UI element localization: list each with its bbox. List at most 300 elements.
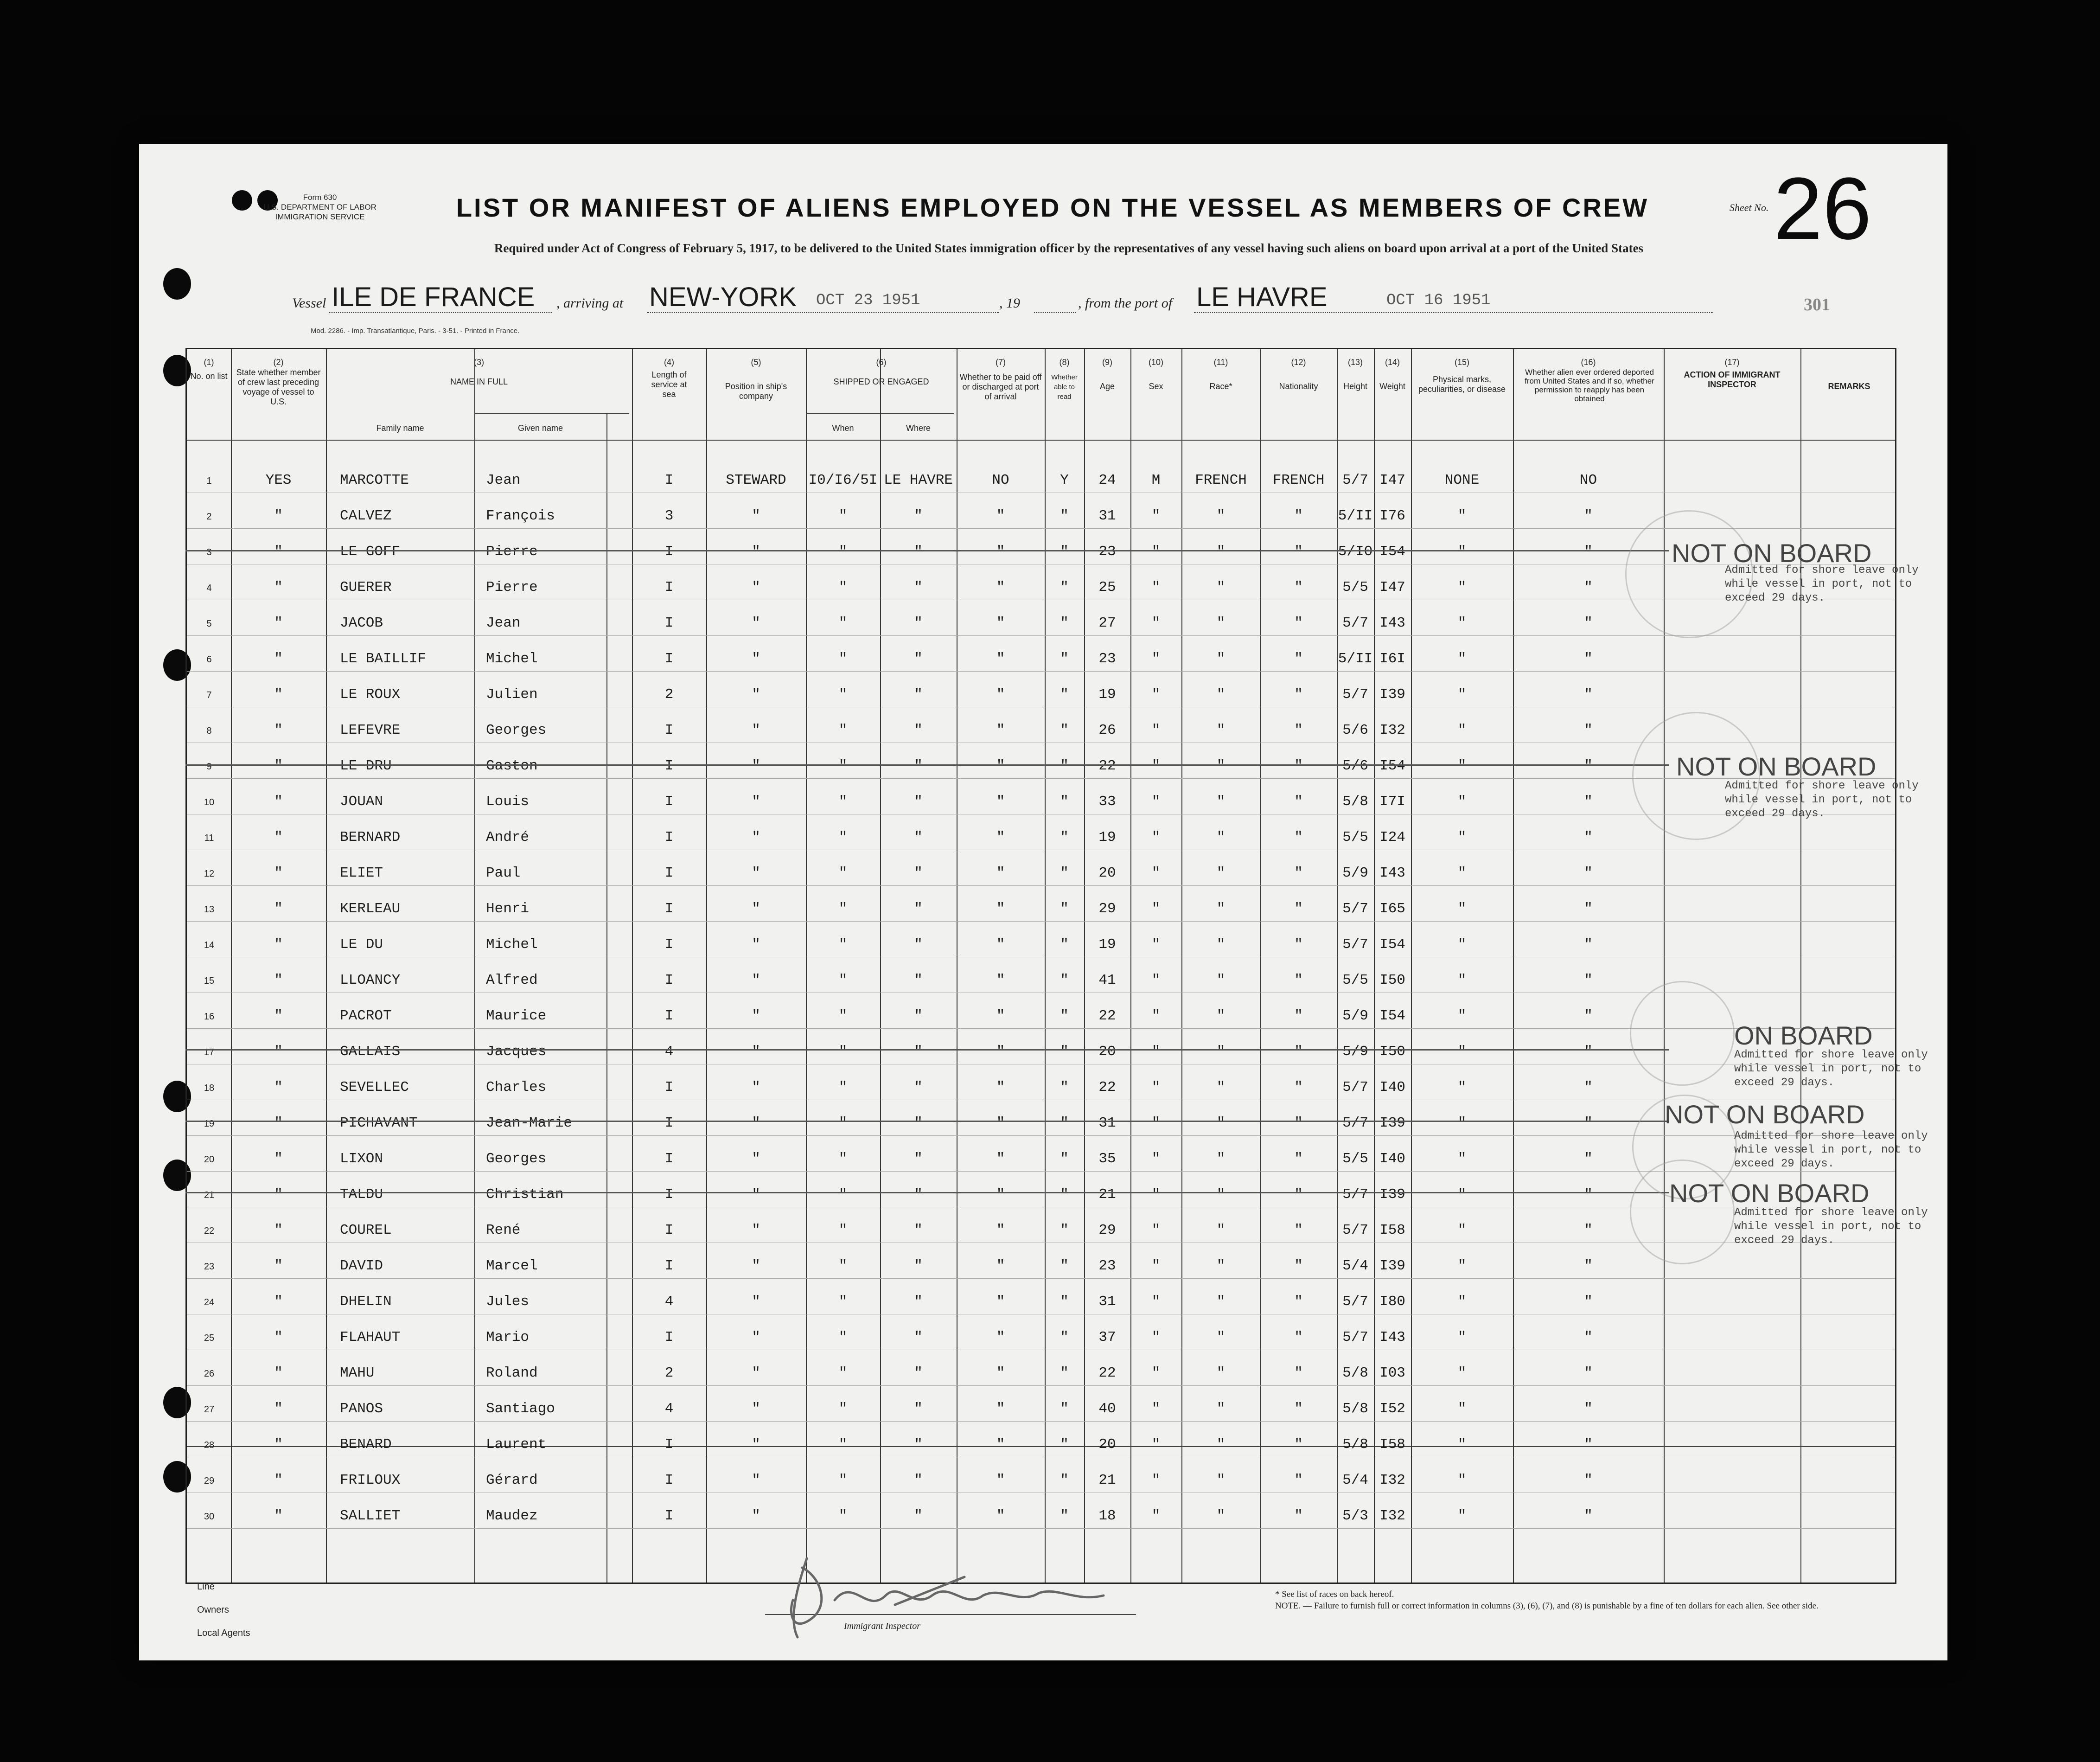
cell-serv: I: [664, 722, 674, 738]
cell-pos: ": [752, 1258, 760, 1274]
owners-label: Owners: [197, 1605, 229, 1615]
cell-where: ": [914, 758, 923, 774]
cell-age: 27: [1098, 615, 1116, 631]
cell-where: ": [914, 1329, 923, 1346]
cell-wt: I43: [1379, 865, 1405, 881]
cell-race: ": [1216, 1008, 1226, 1024]
col-divider: [1084, 349, 1085, 1583]
cell-marks: ": [1457, 615, 1467, 631]
cell-nat: ": [1294, 686, 1303, 703]
col7-num: (7): [996, 358, 1006, 367]
cell-age: 22: [1098, 1365, 1116, 1381]
cell-nat: ": [1294, 1401, 1303, 1417]
cell-when: ": [838, 1222, 848, 1238]
col6b-header: Where: [906, 423, 931, 433]
cell-family: LLOANCY: [340, 972, 401, 988]
cell-prev: ": [274, 758, 283, 774]
line-number: 30: [204, 1512, 215, 1522]
cell-prev: ": [274, 651, 283, 667]
cell-paid: ": [996, 651, 1005, 667]
col2-header: State whether member of crew last preceding voyage of vessel to U.S.: [236, 368, 321, 406]
cell-marks: ": [1457, 1008, 1467, 1024]
cell-family: ELIET: [340, 865, 383, 881]
cell-age: 37: [1098, 1329, 1116, 1346]
cell-ht: 5/5: [1342, 972, 1368, 988]
cell-wt: I39: [1379, 686, 1405, 703]
col12-num: (12): [1291, 358, 1306, 367]
cell-dep: ": [1584, 794, 1593, 810]
cell-when: ": [838, 1186, 848, 1203]
cell-wt: I32: [1379, 1472, 1405, 1488]
cell-where: ": [914, 1508, 923, 1524]
cell-serv: 2: [664, 686, 674, 703]
cell-marks: ": [1457, 829, 1467, 846]
cell-where: ": [914, 1008, 923, 1024]
cell-sex: ": [1151, 829, 1161, 846]
cell-where: ": [914, 1436, 923, 1453]
cell-given: Gaston: [486, 758, 538, 774]
inspector-label: Immigrant Inspector: [844, 1621, 920, 1631]
cell-serv: 3: [664, 508, 674, 524]
col-divider: [1513, 349, 1514, 1583]
line-number: 25: [204, 1333, 215, 1343]
cell-age: 31: [1098, 1294, 1116, 1310]
cell-family: FLAHAUT: [340, 1329, 401, 1346]
cell-when: ": [838, 615, 848, 631]
local-agents-label: Local Agents: [197, 1628, 250, 1638]
arrival-port: NEW-YORK: [649, 282, 797, 312]
cell-where: ": [914, 544, 923, 560]
cell-paid: ": [996, 1186, 1005, 1203]
line-number: 13: [204, 904, 215, 915]
col3-num: (3): [474, 358, 484, 367]
col4-num: (4): [664, 358, 674, 367]
cell-age: 23: [1098, 1258, 1116, 1274]
cell-when: ": [838, 651, 848, 667]
cell-nat: ": [1294, 1186, 1303, 1203]
cell-where: ": [914, 1079, 923, 1096]
cell-given: Georges: [486, 1151, 547, 1167]
cell-paid: ": [996, 758, 1005, 774]
cell-family: DAVID: [340, 1258, 383, 1274]
line-number: 12: [204, 869, 215, 879]
cell-family: LIXON: [340, 1151, 383, 1167]
cell-serv: I: [664, 579, 674, 596]
cell-wt: I39: [1379, 1115, 1405, 1131]
cell-ht: 5/6: [1342, 758, 1368, 774]
cell-dep: ": [1584, 544, 1593, 560]
cell-given: Santiago: [486, 1401, 555, 1417]
cell-serv: I: [664, 1508, 674, 1524]
cell-marks: ": [1457, 972, 1467, 988]
cell-where: ": [914, 1365, 923, 1381]
cell-serv: I: [664, 472, 674, 488]
cell-nat: ": [1294, 1472, 1303, 1488]
cell-serv: I: [664, 1258, 674, 1274]
cell-marks: ": [1457, 936, 1467, 953]
line-label: Line: [197, 1582, 215, 1592]
cell-serv: I: [664, 901, 674, 917]
cell-wt: I65: [1379, 901, 1405, 917]
cell-age: 35: [1098, 1151, 1116, 1167]
cell-family: FRILOUX: [340, 1472, 401, 1488]
cell-race: ": [1216, 936, 1226, 953]
year-underline: [1034, 312, 1076, 313]
cell-sex: ": [1151, 1115, 1161, 1131]
col-divider: [806, 349, 807, 1583]
cell-pos: ": [752, 901, 760, 917]
cell-nat: ": [1294, 1115, 1303, 1131]
cell-race: ": [1216, 1258, 1226, 1274]
cell-when: ": [838, 1294, 848, 1310]
col6-header: SHIPPED OR ENGAGED: [833, 377, 929, 386]
cell-prev: ": [274, 936, 283, 953]
col-divider: [1337, 349, 1338, 1583]
cell-race: ": [1216, 1044, 1226, 1060]
line-number: 26: [204, 1369, 215, 1379]
cell-ht: 5/7: [1342, 936, 1368, 953]
cell-sex: ": [1151, 1508, 1161, 1524]
cell-marks: ": [1457, 901, 1467, 917]
cell-pos: STEWARD: [726, 472, 786, 488]
cell-given: Louis: [486, 794, 530, 810]
cell-age: 23: [1098, 651, 1116, 667]
row-rule: [187, 1528, 1895, 1529]
cell-paid: NO: [992, 472, 1009, 488]
shore-leave-note: Admitted for shore leave only while vessel in port, not to exceed 29 days.: [1725, 780, 1919, 820]
cell-ht: 5/8: [1342, 1401, 1368, 1417]
cell-ht: 5/8: [1342, 1436, 1368, 1453]
strike-line-row-17: [185, 1049, 1669, 1051]
cell-wt: I32: [1379, 1508, 1405, 1524]
departure-port: LE HAVRE: [1196, 282, 1328, 312]
line-number: 16: [204, 1012, 215, 1022]
cell-paid: ": [996, 1294, 1005, 1310]
year-label: , 19: [999, 295, 1020, 311]
cell-family: JACOB: [340, 615, 383, 631]
cell-when: ": [838, 1008, 848, 1024]
cell-wt: I47: [1379, 579, 1405, 596]
cell-where: ": [914, 615, 923, 631]
cell-paid: ": [996, 1079, 1005, 1096]
cell-family: CALVEZ: [340, 508, 392, 524]
cell-when: ": [838, 865, 848, 881]
cell-paid: ": [996, 1222, 1005, 1238]
col14-num: (14): [1385, 358, 1400, 367]
cell-when: ": [838, 579, 848, 596]
cell-dep: ": [1584, 1008, 1593, 1024]
shore-leave-note: Admitted for shore leave only while vessel in port, not to exceed 29 days.: [1734, 1049, 1928, 1089]
subtitle: Required under Act of Congress of February 5, 1917, to be delivered to the United States immigration officer by the representatives of any vessel having such aliens on board upon arrival at a port of the United States: [494, 241, 1644, 255]
cell-when: ": [838, 686, 848, 703]
cell-family: TALDU: [340, 1186, 383, 1203]
cell-nat: ": [1294, 722, 1303, 738]
cell-wt: I54: [1379, 1008, 1405, 1024]
cell-read: ": [1060, 1079, 1069, 1096]
cell-marks: ": [1457, 1508, 1467, 1524]
cell-paid: ": [996, 936, 1005, 953]
cell-paid: ": [996, 1008, 1005, 1024]
cell-dep: ": [1584, 722, 1593, 738]
cell-race: ": [1216, 794, 1226, 810]
cell-race: ": [1216, 722, 1226, 738]
cell-prev: ": [274, 579, 283, 596]
cell-race: ": [1216, 972, 1226, 988]
cell-pos: ": [752, 651, 760, 667]
cell-family: BENARD: [340, 1436, 392, 1453]
col-divider: [1374, 349, 1375, 1583]
cell-dep: ": [1584, 901, 1593, 917]
cell-pos: ": [752, 615, 760, 631]
cell-sex: ": [1151, 1401, 1161, 1417]
cell-paid: ": [996, 1436, 1005, 1453]
cell-sex: ": [1151, 972, 1161, 988]
cell-wt: I50: [1379, 972, 1405, 988]
cell-when: ": [838, 1151, 848, 1167]
cell-ht: 5/7: [1342, 615, 1368, 631]
cell-given: Christian: [486, 1186, 564, 1203]
cell-race: ": [1216, 1401, 1226, 1417]
cell-given: Alfred: [486, 972, 538, 988]
cell-paid: ": [996, 686, 1005, 703]
cell-given: Jean: [486, 615, 521, 631]
cell-paid: ": [996, 1044, 1005, 1060]
cell-serv: I: [664, 1151, 674, 1167]
cell-prev: ": [274, 1365, 283, 1381]
cell-age: 26: [1098, 722, 1116, 738]
cell-marks: ": [1457, 1436, 1467, 1453]
arriving-label: , arriving at: [556, 295, 624, 311]
line-number: 9: [206, 762, 212, 772]
cell-where: ": [914, 686, 923, 703]
cell-read: ": [1060, 1008, 1069, 1024]
line-number: 20: [204, 1154, 215, 1165]
cell-read: ": [1060, 722, 1069, 738]
cell-age: 22: [1098, 1079, 1116, 1096]
cell-serv: I: [664, 829, 674, 846]
cell-ht: 5/8: [1342, 794, 1368, 810]
cell-read: ": [1060, 1472, 1069, 1488]
cell-age: 29: [1098, 1222, 1116, 1238]
cell-serv: 2: [664, 1365, 674, 1381]
cell-given: Jacques: [486, 1044, 547, 1060]
cell-ht: 5/7: [1342, 1329, 1368, 1346]
cell-sex: ": [1151, 1258, 1161, 1274]
departure-underline: [1194, 312, 1713, 313]
col6-num: (6): [876, 358, 887, 367]
header-bottom-rule: [187, 440, 1895, 441]
line-number: 19: [204, 1119, 215, 1129]
name-subrule: [474, 413, 629, 414]
row-rule: [187, 635, 1895, 636]
cell-nat: ": [1294, 1508, 1303, 1524]
vessel-label: Vessel: [292, 295, 326, 311]
cell-marks: NONE: [1444, 472, 1480, 488]
cell-marks: ": [1457, 865, 1467, 881]
cell-paid: ": [996, 865, 1005, 881]
cell-nat: ": [1294, 936, 1303, 953]
cell-serv: I: [664, 651, 674, 667]
cell-nat: ": [1294, 758, 1303, 774]
cell-nat: ": [1294, 544, 1303, 560]
cell-age: 21: [1098, 1186, 1116, 1203]
cell-age: 23: [1098, 544, 1116, 560]
cell-read: ": [1060, 758, 1069, 774]
cell-wt: I32: [1379, 722, 1405, 738]
cell-prev: ": [274, 508, 283, 524]
departure-date: OCT 16 1951: [1386, 292, 1491, 309]
cell-marks: ": [1457, 1401, 1467, 1417]
cell-nat: ": [1294, 1151, 1303, 1167]
cell-age: 20: [1098, 1044, 1116, 1060]
cell-given: Mario: [486, 1329, 530, 1346]
cell-prev: ": [274, 1115, 283, 1131]
cell-serv: I: [664, 794, 674, 810]
cell-prev: ": [274, 1472, 283, 1488]
cell-given: Henri: [486, 901, 530, 917]
cell-marks: ": [1457, 758, 1467, 774]
cell-sex: ": [1151, 579, 1161, 596]
cell-pos: ": [752, 972, 760, 988]
cell-dep: ": [1584, 865, 1593, 881]
races-note: * See list of races on back hereof.: [1275, 1589, 1394, 1599]
cell-paid: ": [996, 544, 1005, 560]
cell-dep: ": [1584, 1222, 1593, 1238]
cell-when: ": [838, 758, 848, 774]
col1-header: No. on list: [190, 372, 228, 381]
strike-line-row-3: [185, 550, 1669, 551]
cell-ht: 5/3: [1342, 1508, 1368, 1524]
cell-family: GUERER: [340, 579, 392, 596]
cell-prev: ": [274, 1436, 283, 1453]
cell-dep: ": [1584, 1115, 1593, 1131]
cell-sex: ": [1151, 758, 1161, 774]
cell-pos: ": [752, 722, 760, 738]
reference-number: 301: [1804, 295, 1830, 314]
cell-where: ": [914, 1294, 923, 1310]
cell-ht: 5/7: [1342, 1079, 1368, 1096]
col10-num: (10): [1148, 358, 1163, 367]
cell-dep: ": [1584, 1365, 1593, 1381]
cell-given: René: [486, 1222, 521, 1238]
cell-family: PANOS: [340, 1401, 383, 1417]
cell-given: Maudez: [486, 1508, 538, 1524]
col14-header: Weight: [1379, 382, 1405, 391]
line-number: 8: [206, 726, 212, 736]
cell-age: 19: [1098, 829, 1116, 846]
cell-where: ": [914, 1222, 923, 1238]
cell-dep: ": [1584, 579, 1593, 596]
cell-when: ": [838, 1329, 848, 1346]
cell-read: ": [1060, 579, 1069, 596]
cell-wt: I54: [1379, 758, 1405, 774]
line-number: 3: [206, 547, 212, 557]
cell-serv: I: [664, 1115, 674, 1131]
cell-family: PICHAVANT: [340, 1115, 418, 1131]
row-rule: [187, 671, 1895, 672]
cell-race: ": [1216, 1222, 1226, 1238]
cell-pos: ": [752, 686, 760, 703]
line-number: 17: [204, 1047, 215, 1057]
cell-ht: 5/7: [1342, 1186, 1368, 1203]
cell-paid: ": [996, 901, 1005, 917]
cell-dep: ": [1584, 508, 1593, 524]
cell-age: 18: [1098, 1508, 1116, 1524]
cell-where: ": [914, 1151, 923, 1167]
cell-race: ": [1216, 1365, 1226, 1381]
cell-paid: ": [996, 615, 1005, 631]
cell-given: Marcel: [486, 1258, 538, 1274]
cell-wt: I50: [1379, 1044, 1405, 1060]
cell-ht: 5/6: [1342, 722, 1368, 738]
cell-race: ": [1216, 1472, 1226, 1488]
cell-prev: ": [274, 1401, 283, 1417]
cell-serv: 4: [664, 1401, 674, 1417]
cell-ht: 5/4: [1342, 1472, 1368, 1488]
line-number: 1: [206, 476, 212, 486]
line-number: 21: [204, 1190, 215, 1200]
cell-wt: I39: [1379, 1186, 1405, 1203]
strike-line-row-9: [185, 764, 1669, 766]
cell-pos: ": [752, 794, 760, 810]
cell-wt: I76: [1379, 508, 1405, 524]
cell-prev: ": [274, 865, 283, 881]
cell-ht: 5/5: [1342, 579, 1368, 596]
line-number: 27: [204, 1404, 215, 1415]
cell-read: ": [1060, 508, 1069, 524]
cell-read: ": [1060, 901, 1069, 917]
cell-nat: ": [1294, 579, 1303, 596]
cell-given: André: [486, 829, 530, 846]
cell-given: Roland: [486, 1365, 538, 1381]
cell-age: 21: [1098, 1472, 1116, 1488]
cell-serv: I: [664, 1222, 674, 1238]
cell-ht: 5/7: [1342, 1294, 1368, 1310]
cell-race: ": [1216, 829, 1226, 846]
cell-ht: 5/7: [1342, 686, 1368, 703]
col3-header: NAME IN FULL: [450, 377, 508, 386]
cell-pos: ": [752, 508, 760, 524]
line-number: 15: [204, 976, 215, 986]
col11-num: (11): [1213, 358, 1228, 367]
cell-read: ": [1060, 1329, 1069, 1346]
cell-nat: ": [1294, 1329, 1303, 1346]
line-number: 14: [204, 940, 215, 950]
cell-race: ": [1216, 651, 1226, 667]
cell-sex: ": [1151, 901, 1161, 917]
cell-ht: 5/5: [1342, 829, 1368, 846]
cell-nat: ": [1294, 1436, 1303, 1453]
cell-age: 19: [1098, 686, 1116, 703]
on-board-stamp: ON BOARD: [1734, 1021, 1873, 1050]
cell-serv: 4: [664, 1294, 674, 1310]
cell-sex: ": [1151, 865, 1161, 881]
cell-pos: ": [752, 1294, 760, 1310]
cell-where: ": [914, 1401, 923, 1417]
cell-sex: ": [1151, 1294, 1161, 1310]
cell-sex: ": [1151, 1151, 1161, 1167]
cell-ht: 5/9: [1342, 1008, 1368, 1024]
cell-age: 31: [1098, 508, 1116, 524]
cell-serv: I: [664, 1186, 674, 1203]
line-number: 11: [204, 833, 214, 843]
cell-read: ": [1060, 1186, 1069, 1203]
cell-wt: I24: [1379, 829, 1405, 846]
cell-ht: 5/II: [1338, 651, 1373, 667]
cell-where: ": [914, 508, 923, 524]
cell-paid: ": [996, 1258, 1005, 1274]
vessel-underline: [329, 312, 552, 313]
